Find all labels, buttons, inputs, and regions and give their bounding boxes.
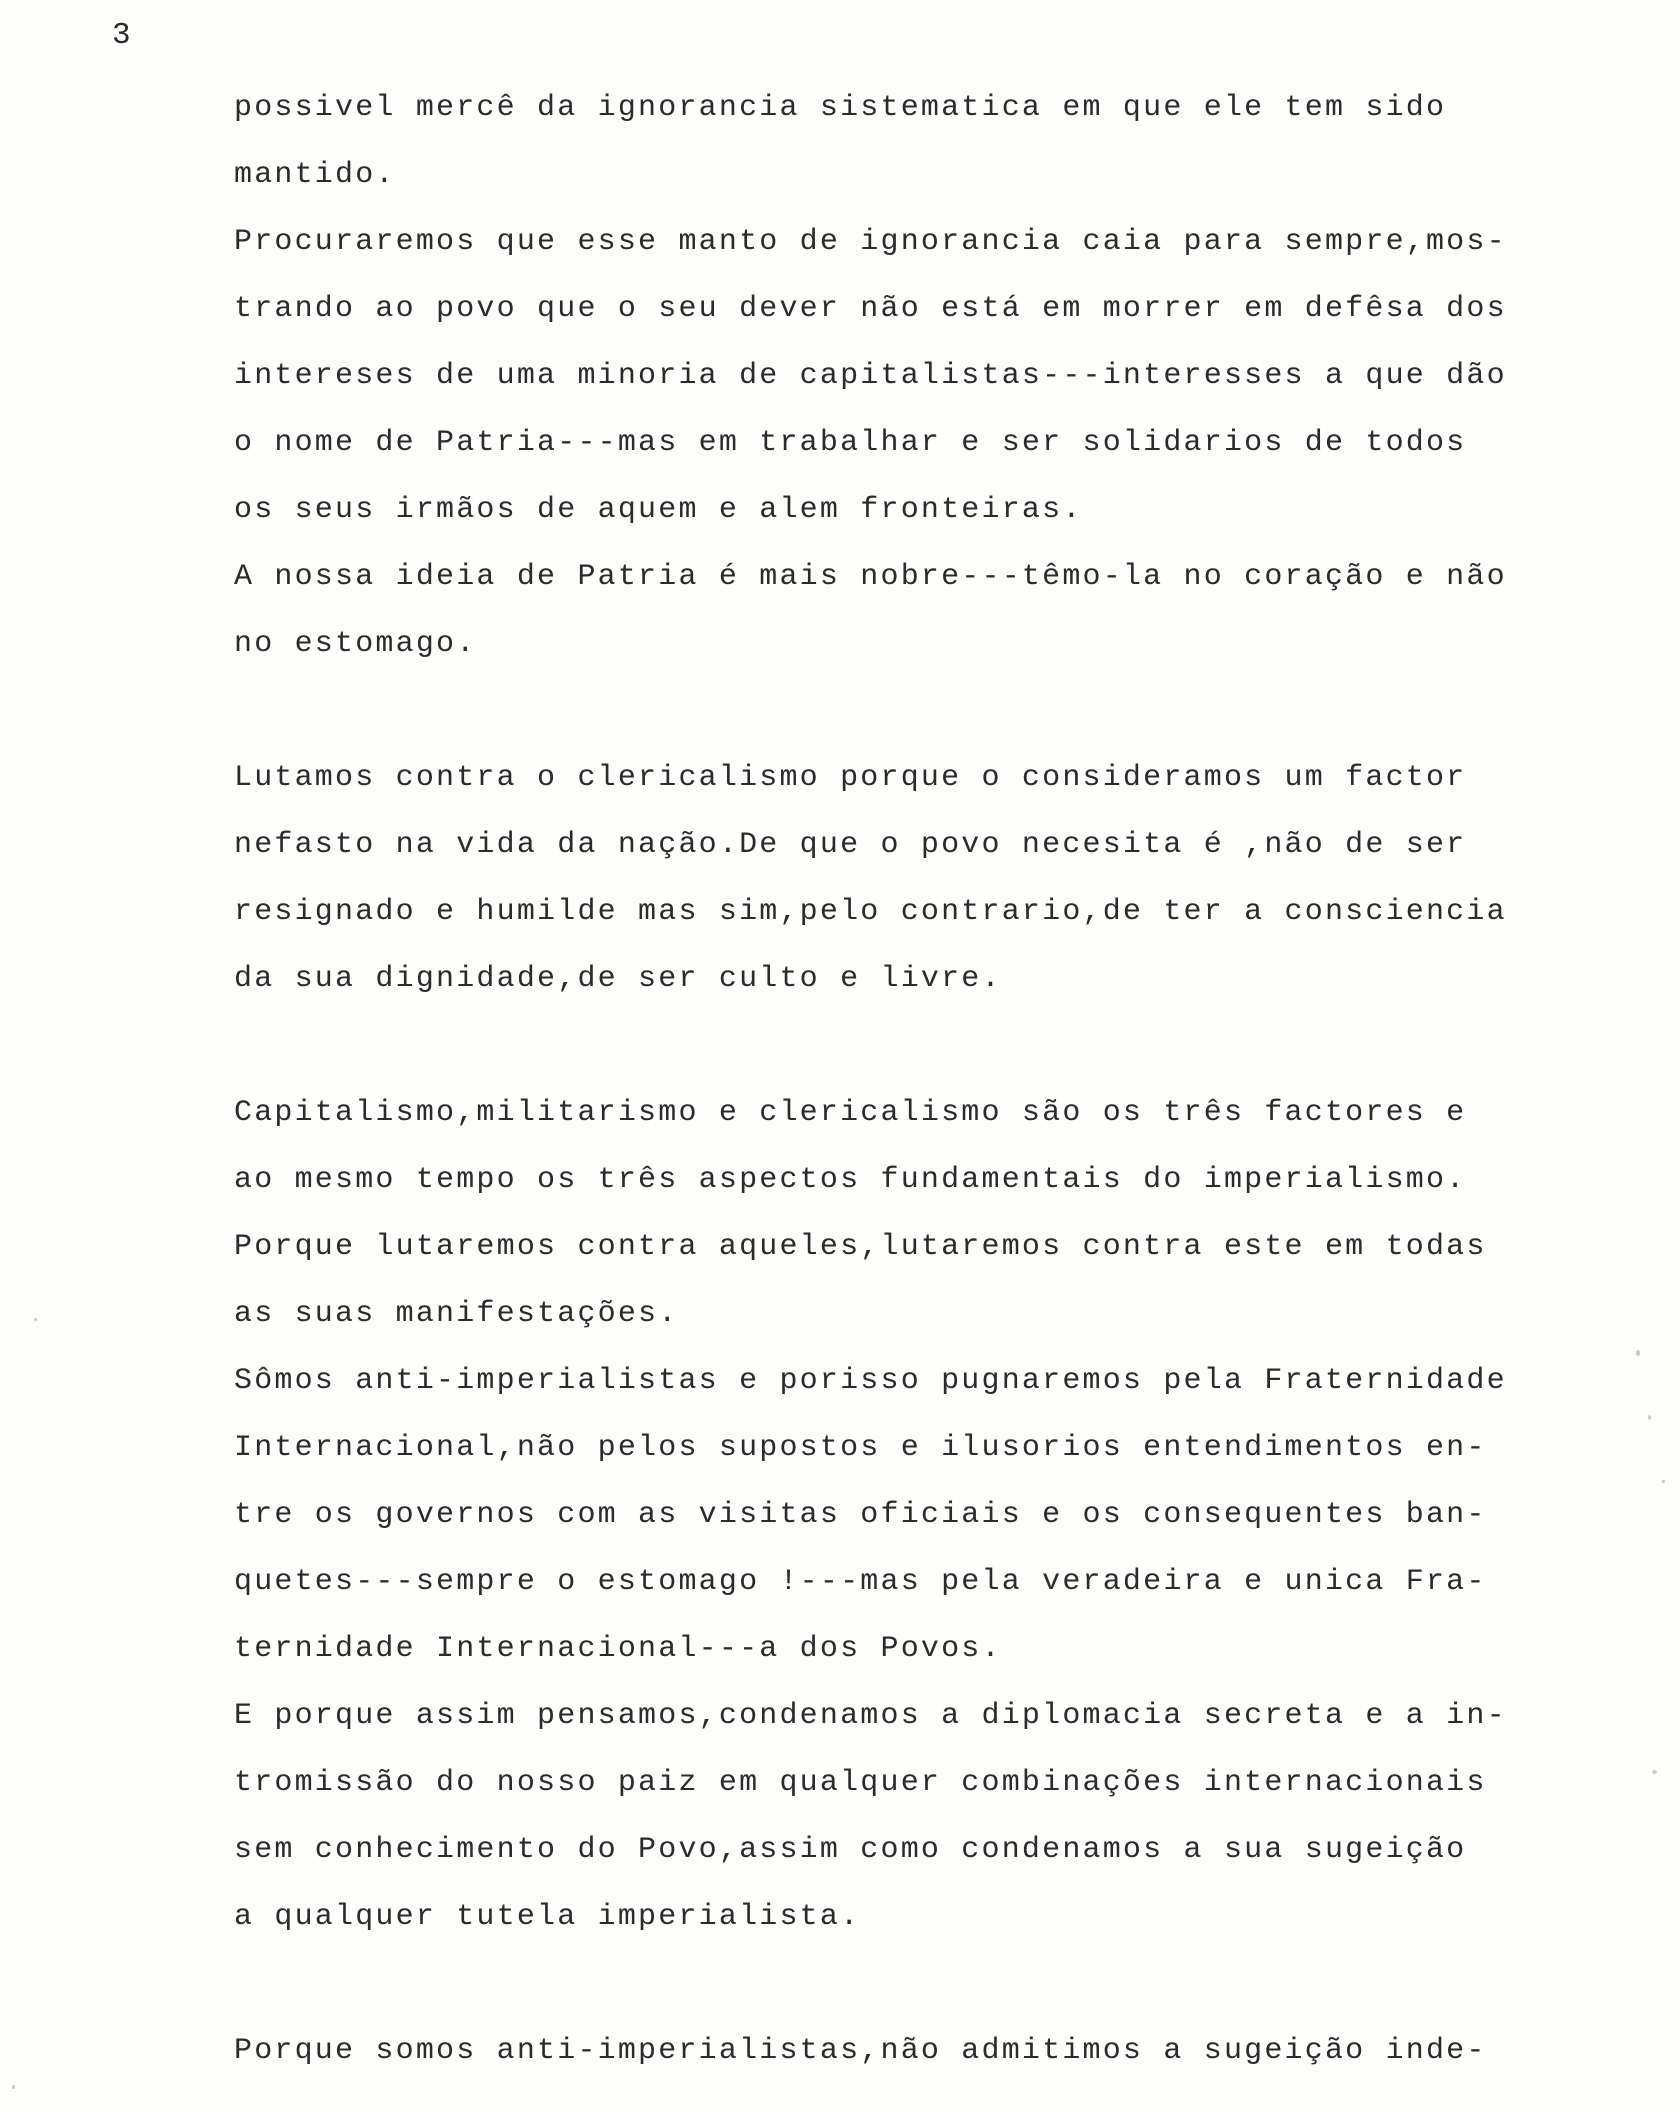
scan-speck [34, 1318, 37, 1321]
text-line: da sua dignidade,de ser culto e livre. [234, 962, 1002, 996]
page-number: 3 [112, 18, 132, 53]
paragraph-gap [234, 678, 1524, 745]
text-line: Lutamos contra o clericalismo porque o consideramos um factor [234, 761, 1467, 795]
text-line: possivel mercê da ignorancia sistematica em que ele tem sido [234, 91, 1447, 125]
scan-speck [12, 2085, 15, 2089]
text-line: o nome de Patria---mas em trabalhar e ser solidarios de todos [234, 426, 1467, 460]
text-line: Procuraremos que esse manto de ignorancia caia para sempre,mos- [234, 225, 1507, 259]
text-line: sem conhecimento do Povo,assim como condenamos a sua sugeição [234, 1833, 1467, 1867]
paragraph-gap [234, 1013, 1524, 1080]
text-line: os seus irmãos de aquem e alem fronteiras. [234, 493, 1083, 527]
text-line: ternidade Internacional---a dos Povos. [234, 1632, 1002, 1666]
text-line: Sômos anti-imperialistas e porisso pugnaremos pela Fraternidade [234, 1364, 1507, 1398]
text-line: tre os governos com as visitas oficiais e os consequentes ban- [234, 1498, 1487, 1532]
text-line: intereses de uma minoria de capitalistas---interesses a que dão [234, 359, 1507, 393]
text-line: Capitalismo,militarismo e clericalismo são os três factores e [234, 1096, 1467, 1130]
text-line: mantido. [234, 158, 396, 192]
text-line: no estomago. [234, 627, 477, 661]
text-line: Internacional,não pelos supostos e ilusorios entendimentos en- [234, 1431, 1487, 1465]
scan-speck [1648, 1415, 1651, 1420]
paragraph-gap [234, 1951, 1524, 2018]
text-line: ao mesmo tempo os três aspectos fundamentais do imperialismo. [234, 1163, 1467, 1197]
text-line: Porque somos anti-imperialistas,não admitimos a sugeição inde- [234, 2034, 1487, 2068]
text-line: a qualquer tutela imperialista. [234, 1900, 861, 1934]
text-line: quetes---sempre o estomago !---mas pela veradeira e unica Fra- [234, 1565, 1487, 1599]
text-line: resignado e humilde mas sim,pelo contrario,de ter a consciencia [234, 895, 1507, 929]
scan-speck [1652, 1770, 1657, 1774]
text-line: tromissão do nosso paiz em qualquer combinações internacionais [234, 1766, 1487, 1800]
scan-speck [1636, 1350, 1640, 1356]
text-line: trando ao povo que o seu dever não está em morrer em defêsa dos [234, 292, 1507, 326]
text-line: E porque assim pensamos,condenamos a diplomacia secreta e a in- [234, 1699, 1507, 1733]
text-line: nefasto na vida da nação.De que o povo necesita é ,não de ser [234, 828, 1467, 862]
text-line: as suas manifestações. [234, 1297, 679, 1331]
scan-speck [1662, 1480, 1665, 1483]
document-body [234, 75, 1524, 2085]
text-line: Porque lutaremos contra aqueles,lutaremos contra este em todas [234, 1230, 1487, 1264]
text-line: A nossa ideia de Patria é mais nobre---têmo-la no coração e não [234, 560, 1507, 594]
